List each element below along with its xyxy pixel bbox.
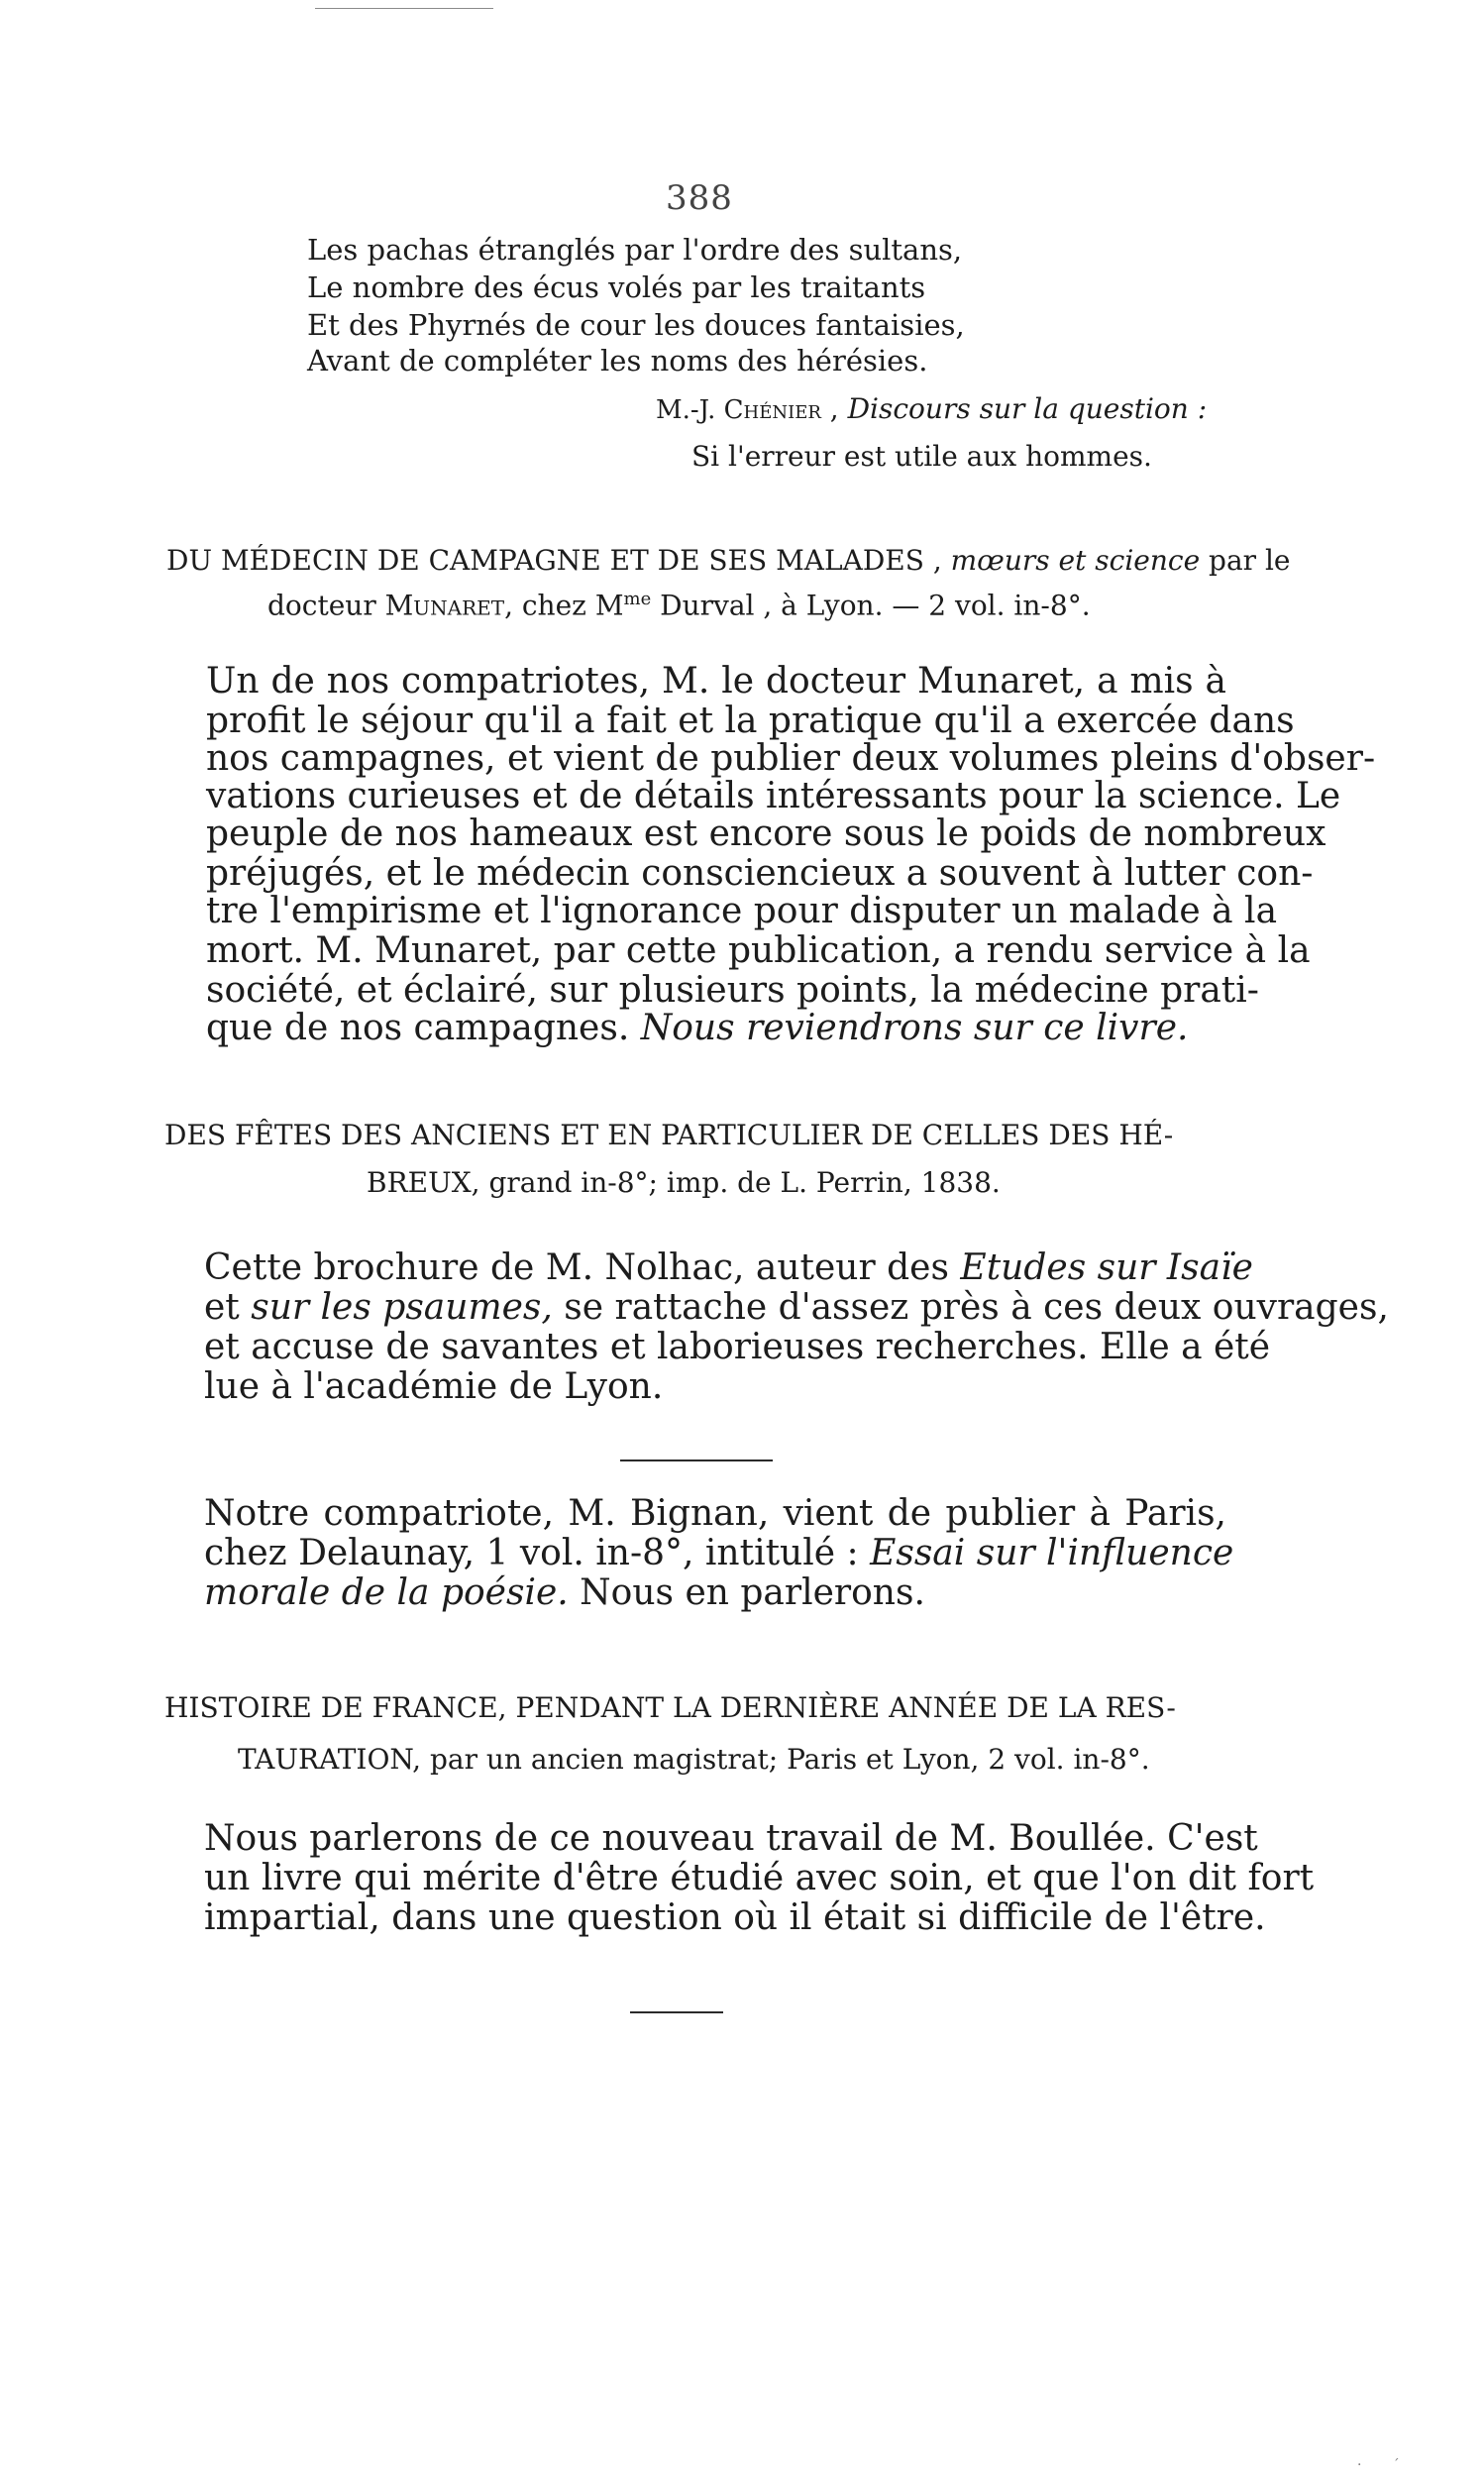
entry1-body-line-2: profit le séjour qu'il a fait et la pratique qu'il a exercée dans: [206, 701, 1295, 741]
entry1-author: Munaret: [384, 589, 505, 622]
entry1-body-last-text: que de nos campagnes.: [206, 1008, 630, 1048]
entry1-heading-chez: , chez M: [504, 589, 624, 622]
epigraph-line-4: Avant de compléter les noms des hérésies.: [307, 344, 928, 378]
entry2-body-l1-text: Cette brochure de M. Nolhac, auteur des: [204, 1247, 949, 1288]
entry1-body-line-5: peuple de nos hameaux est encore sous le poids de nombreux: [206, 813, 1326, 854]
attribution-work: Discours sur la question :: [847, 392, 1208, 425]
entry4-heading-line1: HISTOIRE DE FRANCE, PENDANT LA DERNIÈRE ANNÉE DE LA RES-: [164, 1691, 1176, 1724]
entry1-body-last-italic: Nous reviendrons sur ce livre.: [640, 1008, 1189, 1048]
entry3-body-line-3: [204, 1572, 1226, 1613]
entry1-body-line-3: nos campagnes, et vient de publier deux volumes pleins d'obser-: [206, 738, 1376, 779]
entry2-heading-rest: grand in-8°; imp. de L. Perrin, 1838.: [488, 1166, 1001, 1199]
entry2-body-l2-et: et: [204, 1287, 240, 1328]
entry4-body-line-1: Nous parlerons de ce nouveau travail de M. Boullée. C'est: [204, 1818, 1258, 1859]
entry1-body-line-1: Un de nos compatriotes, M. le docteur Munaret, a mis à: [206, 661, 1226, 702]
epigraph-attribution: M.-J. Chénier , Discours sur la question :: [656, 392, 1208, 425]
entry1-body-line-6: préjugés, et le médecin consciencieux a souvent à lutter con-: [206, 853, 1314, 894]
entry1-body-line-9: société, et éclairé, sur plusieurs points, la médecine prati-: [206, 970, 1259, 1011]
entry1-body-line-4: vations curieuses et de détails intéressants pour la science. Le: [206, 776, 1341, 816]
entry2-heading-line1: DES FÊTES DES ANCIENS ET EN PARTICULIER DE CELLES DES HÉ-: [164, 1119, 1174, 1151]
entry4-body-line-2: un livre qui mérite d'être étudié avec soin, et que l'on dit fort: [204, 1858, 1315, 1898]
entry1-heading-line2: [267, 589, 1091, 622]
entry4-body-line-3: impartial, dans une question où il était si difficile de l'être.: [204, 1897, 1266, 1938]
entry1-body-line-8: mort. M. Munaret, par cette publication, a rendu service à la: [206, 930, 1311, 971]
entry4-heading-rest: par un ancien magistrat; Paris et Lyon, 2 vol. in-8°.: [429, 1743, 1150, 1776]
epigraph-line-2: Le nombre des écus volés par les traitants: [307, 270, 926, 304]
entry1-heading-docteur: docteur: [267, 589, 376, 622]
entry2-heading-line2: [367, 1166, 1001, 1199]
section-separator-2: [630, 2011, 723, 2013]
top-scan-line: [315, 8, 493, 9]
entry2-body-l2-italic: sur les psaumes,: [251, 1287, 553, 1328]
entry1-body-line-10: [206, 1008, 1226, 1048]
epigraph-line-3: Et des Phyrnés de cour les douces fantaisies,: [307, 308, 965, 342]
entry2-body-l2-text: se rattache d'assez près à ces deux ouvrages,: [564, 1287, 1389, 1328]
entry2-body-line-4: lue à l'académie de Lyon.: [204, 1366, 664, 1407]
epigraph-attribution-line2: Si l'erreur est utile aux hommes.: [691, 440, 1152, 473]
entry1-heading-sup: me: [623, 589, 652, 609]
entry1-title: DU MÉDECIN DE CAMPAGNE ET DE SES MALADES ,: [166, 544, 942, 577]
entry3-body-l3-italic: morale de la poésie.: [204, 1572, 569, 1613]
entry1-subtitle: mœurs et science: [950, 544, 1201, 577]
entry2-body-l1-italic: Etudes sur Isaïe: [960, 1247, 1253, 1288]
entry3-body-l2-text: chez Delaunay, 1 vol. in-8°, intitulé :: [204, 1533, 859, 1573]
entry3-body-l2-italic: Essai sur l'influence: [870, 1533, 1234, 1573]
attribution-author: M.-J. Chénier: [656, 395, 821, 425]
entry4-heading-line2: [238, 1743, 1150, 1776]
epigraph-line-1: Les pachas étranglés par l'ordre des sultans,: [307, 233, 963, 267]
entry3-body-l3-text: Nous en parlerons.: [580, 1572, 925, 1613]
entry4-heading-caps: TAURATION,: [238, 1743, 422, 1776]
entry2-heading-caps: BREUX,: [367, 1166, 480, 1199]
entry1-heading-line1: [166, 544, 1291, 577]
entry3-body-line-1: Notre compatriote, M. Bignan, vient de publier à Paris,: [204, 1493, 1226, 1534]
entry2-body-line-2: [204, 1287, 1389, 1328]
entry2-body-line-1: [204, 1247, 1253, 1288]
entry1-heading-publisher: Durval , à Lyon. — 2 vol. in-8°.: [660, 589, 1091, 622]
entry3-body-line-2: [204, 1533, 1234, 1573]
entry2-body-line-3: et accuse de savantes et laborieuses recherches. Elle a été: [204, 1327, 1271, 1367]
scan-specks: · ´: [1357, 2457, 1400, 2473]
section-separator-1: [620, 1459, 773, 1461]
page-number: 388: [666, 178, 733, 218]
entry1-body-line-7: tre l'empirisme et l'ignorance pour disputer un malade à la: [206, 891, 1278, 931]
entry1-by: par le: [1209, 544, 1291, 577]
